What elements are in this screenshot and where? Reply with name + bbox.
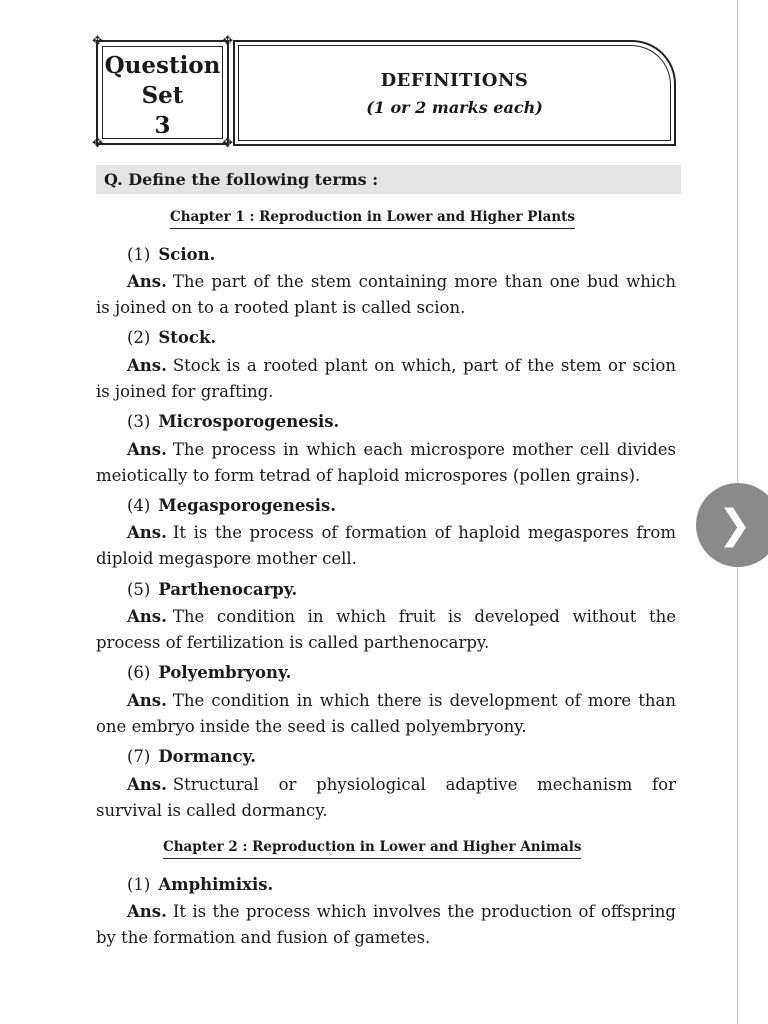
term-heading: (1) Amphimixis. <box>127 875 274 894</box>
definitions-header-box <box>233 40 676 146</box>
term-heading: (4) Megasporogenesis. <box>127 496 337 515</box>
answer-line: Ans. Stock is a rooted plant on which, part of the stem or scion <box>127 356 676 375</box>
answer-line: Ans. The condition in which there is development of more than <box>127 691 676 710</box>
term-name: Megasporogenesis. <box>158 496 337 515</box>
chapter-1-heading: Chapter 1 : Reproduction in Lower and Higher Plants <box>170 209 575 229</box>
answer-line: Ans. Structural or physiological adaptive mechanism for <box>127 775 676 794</box>
answer-line: survival is called dormancy. <box>96 801 328 820</box>
question-text: Q. Define the following terms : <box>104 170 379 189</box>
term-heading: (6) Polyembryony. <box>127 663 292 682</box>
answer-line: is joined for grafting. <box>96 382 274 401</box>
term-name: Parthenocarpy. <box>158 580 298 599</box>
term-name: Scion. <box>158 245 216 264</box>
answer-line: Ans. It is the process of formation of haploid megaspores from <box>127 523 676 542</box>
answer-line: is joined on to a rooted plant is called scion. <box>96 298 466 317</box>
ornament-corner-icon: ✥ <box>92 136 103 151</box>
term-heading: (2) Stock. <box>127 328 217 347</box>
answer-line: Ans. The process in which each microspore mother cell divides <box>127 440 676 459</box>
ornament-corner-icon: ✥ <box>222 34 233 49</box>
ornament-corner-icon: ✥ <box>222 136 233 151</box>
next-page-button[interactable] <box>696 483 768 567</box>
chapter-2-heading: Chapter 2 : Reproduction in Lower and Higher Animals <box>163 839 581 859</box>
ornament-corner-icon: ✥ <box>92 34 103 49</box>
term-heading: (3) Microsporogenesis. <box>127 412 340 431</box>
question-set-label: Question Set 3 <box>104 52 221 139</box>
answer-line: by the formation and fusion of gametes. <box>96 928 431 947</box>
answer-line: Ans. The condition in which fruit is developed without the <box>127 607 676 626</box>
term-name: Stock. <box>158 328 217 347</box>
term-heading: (7) Dormancy. <box>127 747 257 766</box>
chevron-right-icon: ❯ <box>718 502 752 548</box>
term-name: Dormancy. <box>158 747 257 766</box>
answer-line: Ans. The part of the stem containing more than one bud which <box>127 272 676 291</box>
answer-line: one embryo inside the seed is called polyembryony. <box>96 717 527 736</box>
question-band <box>96 165 681 194</box>
term-name: Microsporogenesis. <box>158 412 340 431</box>
term-name: Amphimixis. <box>158 875 274 894</box>
page-subtitle: (1 or 2 marks each) <box>366 98 543 117</box>
page-title: DEFINITIONS <box>380 70 529 91</box>
term-heading: (1) Scion. <box>127 245 216 264</box>
answer-line: Ans. It is the process which involves the production of offspring <box>127 902 676 921</box>
term-heading: (5) Parthenocarpy. <box>127 580 298 599</box>
answer-line: process of fertilization is called parthenocarpy. <box>96 633 490 652</box>
question-set-box <box>92 34 233 151</box>
answer-line: diploid megaspore mother cell. <box>96 549 357 568</box>
answer-line: meiotically to form tetrad of haploid microspores (pollen grains). <box>96 466 641 485</box>
term-name: Polyembryony. <box>158 663 292 682</box>
